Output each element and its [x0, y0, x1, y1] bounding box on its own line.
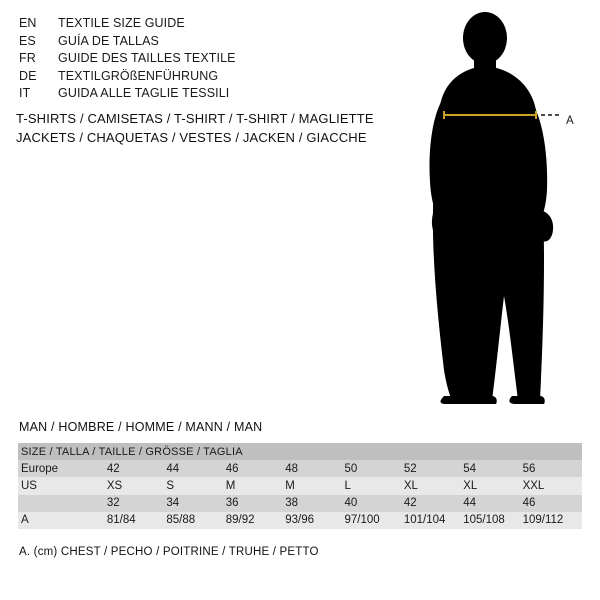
language-row-de [19, 69, 389, 87]
cell-us-1: S [166, 477, 225, 494]
language-text-es: GUÍA DE TALLAS [58, 33, 159, 48]
language-row-en [19, 16, 389, 34]
man-silhouette-figure [400, 10, 600, 410]
cell-europe-5: 52 [404, 460, 463, 477]
language-list [19, 16, 389, 104]
cell-us-3: M [285, 477, 344, 494]
table-row-numeric [18, 495, 582, 512]
table-header-label: SIZE / TALLA / TAILLE / GRÖSSE / TAGLIA [18, 443, 285, 460]
chest-marker-label: A [566, 115, 574, 127]
cell-numeric-2: 36 [226, 495, 285, 512]
cell-chest-2: 89/92 [226, 512, 285, 529]
row-label-us: US [18, 477, 107, 494]
language-row-es [19, 34, 389, 52]
row-label-chest: A [18, 512, 107, 529]
language-row-it [19, 86, 389, 104]
row-label-europe: Europe [18, 460, 107, 477]
cell-numeric-4: 40 [345, 495, 404, 512]
cell-europe-6: 54 [463, 460, 522, 477]
cell-chest-1: 85/88 [166, 512, 225, 529]
language-text-en: TEXTILE SIZE GUIDE [58, 16, 185, 30]
table-title: MAN / HOMBRE / HOMME / MANN / MAN [19, 420, 263, 434]
cell-numeric-0: 32 [107, 495, 166, 512]
cell-chest-3: 93/96 [285, 512, 344, 529]
cell-europe-4: 50 [345, 460, 404, 477]
cell-chest-5: 101/104 [404, 512, 463, 529]
table-header-spacer-4 [463, 443, 522, 460]
table-row-us [18, 477, 582, 494]
chest-footnote: A. (cm) CHEST / PECHO / POITRINE / TRUHE / PETTO [19, 546, 319, 558]
table-header-row [18, 443, 582, 460]
language-code-fr: FR [19, 51, 36, 66]
cell-numeric-6: 44 [463, 495, 522, 512]
language-row-fr [19, 51, 389, 69]
cell-numeric-1: 34 [166, 495, 225, 512]
cell-europe-0: 42 [107, 460, 166, 477]
cell-us-4: L [345, 477, 404, 494]
product-category-list [16, 110, 396, 147]
size-table [18, 443, 582, 529]
cell-numeric-3: 38 [285, 495, 344, 512]
cell-europe-1: 44 [166, 460, 225, 477]
cell-us-6: XL [463, 477, 522, 494]
cell-numeric-7: 46 [523, 495, 582, 512]
language-text-de: TEXTILGRÖßENFÜHRUNG [58, 68, 219, 83]
language-text-fr: GUIDE DES TAILLES TEXTILE [58, 51, 236, 66]
cell-us-5: XL [404, 477, 463, 494]
cell-us-0: XS [107, 477, 166, 494]
language-code-de: DE [19, 68, 37, 83]
row-label-numeric [18, 495, 107, 512]
table-header-spacer-5 [523, 443, 582, 460]
table-header-spacer-1 [285, 443, 344, 460]
language-code-es: ES [19, 33, 36, 48]
cell-us-2: M [226, 477, 285, 494]
cell-europe-7: 56 [523, 460, 582, 477]
table-row-europe [18, 460, 582, 477]
cell-europe-3: 48 [285, 460, 344, 477]
cell-chest-6: 105/108 [463, 512, 522, 529]
cell-us-7: XXL [523, 477, 582, 494]
cell-numeric-5: 42 [404, 495, 463, 512]
language-code-it: IT [19, 86, 31, 101]
table-header-spacer-2 [345, 443, 404, 460]
cell-chest-7: 109/112 [523, 512, 582, 529]
cell-europe-2: 46 [226, 460, 285, 477]
cell-chest-0: 81/84 [107, 512, 166, 529]
table-header-spacer-3 [404, 443, 463, 460]
silhouette-body-icon [429, 12, 553, 404]
language-text-it: GUIDA ALLE TAGLIE TESSILI [58, 86, 230, 101]
table-row-chest [18, 512, 582, 529]
product-line-jackets: JACKETS / CHAQUETAS / VESTES / JACKEN / GIACCHE [16, 129, 367, 145]
cell-chest-4: 97/100 [345, 512, 404, 529]
product-line-tshirts: T-SHIRTS / CAMISETAS / T-SHIRT / T-SHIRT / MAGLIETTE [16, 111, 374, 126]
language-code-en: EN [19, 16, 37, 30]
